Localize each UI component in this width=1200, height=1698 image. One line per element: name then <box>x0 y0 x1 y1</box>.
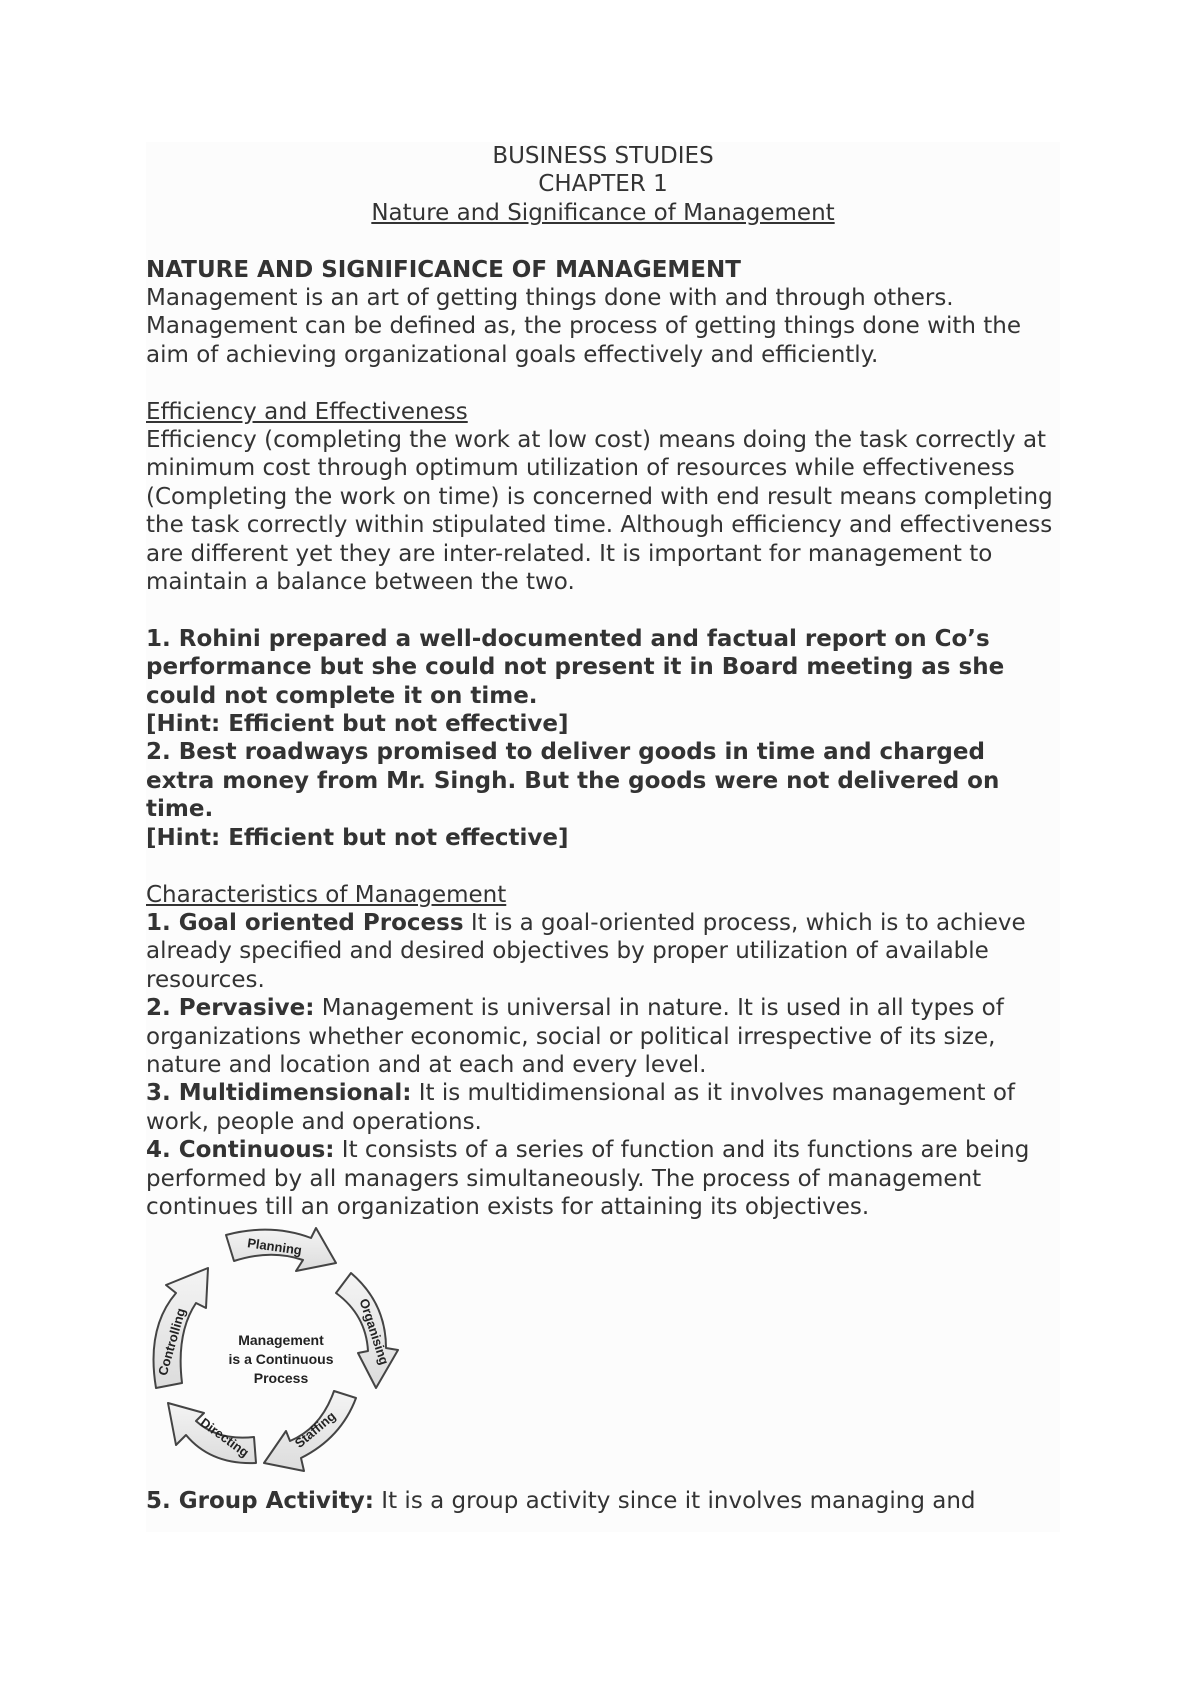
center-label-line: Management <box>238 1332 324 1349</box>
characteristic-item <box>146 1136 1060 1221</box>
step-label-staffing: Staffing <box>291 1408 339 1452</box>
characteristic-title: 3. Multidimensional: <box>146 1080 412 1107</box>
step-label-directing: Directing <box>197 1415 252 1461</box>
characteristic-text: It is multidimensional as it involves management of work, people and operations. <box>146 1080 1016 1135</box>
characteristic-text: It is a group activity since it involves managing and <box>374 1488 976 1515</box>
intro-heading: NATURE AND SIGNIFICANCE OF MANAGEMENT <box>146 256 741 283</box>
chapter-title: Nature and Significance of Management <box>371 199 835 226</box>
characteristic-title: 5. Group Activity: <box>146 1488 374 1515</box>
example-1: 1. Rohini prepared a well-documented and factual report on Co’s performance but she could not present it in Board meeting as she could not complete it on time. <box>146 625 1005 709</box>
example-2: 2. Best roadways promised to deliver goods in time and charged extra money from Mr. Singh. But the goods were not delivered on time. <box>146 739 1000 823</box>
characteristic-item <box>146 1487 1060 1515</box>
document-page <box>146 142 1060 1532</box>
characteristic-title: 1. Goal oriented Process <box>146 909 464 936</box>
characteristic-title: 4. Continuous: <box>146 1137 335 1164</box>
characteristic-item <box>146 909 1060 994</box>
center-label-line: Process <box>253 1370 309 1387</box>
example-2-hint: [Hint: Efficient but not effective] <box>146 824 569 851</box>
subject-title: BUSINESS STUDIES <box>492 143 714 169</box>
step-label-controlling: Controlling <box>154 1306 189 1378</box>
chapter-number: CHAPTER 1 <box>538 171 668 198</box>
characteristic-title: 2. Pervasive: <box>146 995 315 1022</box>
characteristics-heading: Characteristics of Management <box>146 881 507 908</box>
characteristic-item <box>146 994 1060 1079</box>
document-content <box>146 142 1060 1516</box>
efficiency-heading: Efficiency and Effectiveness <box>146 398 468 425</box>
characteristic-text: It consists of a series of function and its functions are being performed by all managers simultaneously. The process of management continues till an organization exists for attaining its objectives. <box>146 1137 1030 1220</box>
diagram-center-label <box>196 1331 366 1388</box>
characteristic-text: It is a goal-oriented process, which is to achieve already specified and desired objectives by proper utilization of available resources. <box>146 909 1026 993</box>
step-label-planning: Planning <box>246 1235 303 1259</box>
characteristic-text: Management is universal in nature. It is used in all types of organizations whether economic, social or political irrespective of its size, nature and location and at each and every level. <box>146 995 1004 1078</box>
center-label-line: is a Continuous <box>228 1351 334 1368</box>
management-cycle-diagram <box>146 1223 416 1479</box>
characteristic-item <box>146 1079 1060 1136</box>
efficiency-text: Efficiency (completing the work at low cost) means doing the task correctly at minimum cost through optimum utilization of resources while effectiveness (Completing the work on time) is concerned with end result means completing the task correctly within stipulated time. Although efficiency and effectiveness are different yet they are inter-related. It is important for management to maintain a balance between the two. <box>146 427 1053 596</box>
step-label-organising: Organising <box>356 1297 393 1367</box>
intro-text: Management is an art of getting things done with and through others. Management can be defined as, the process of getting things done with the aim of achieving organizational goals effectively and efficiently. <box>146 285 1021 368</box>
example-1-hint: [Hint: Efficient but not effective] <box>146 711 569 738</box>
